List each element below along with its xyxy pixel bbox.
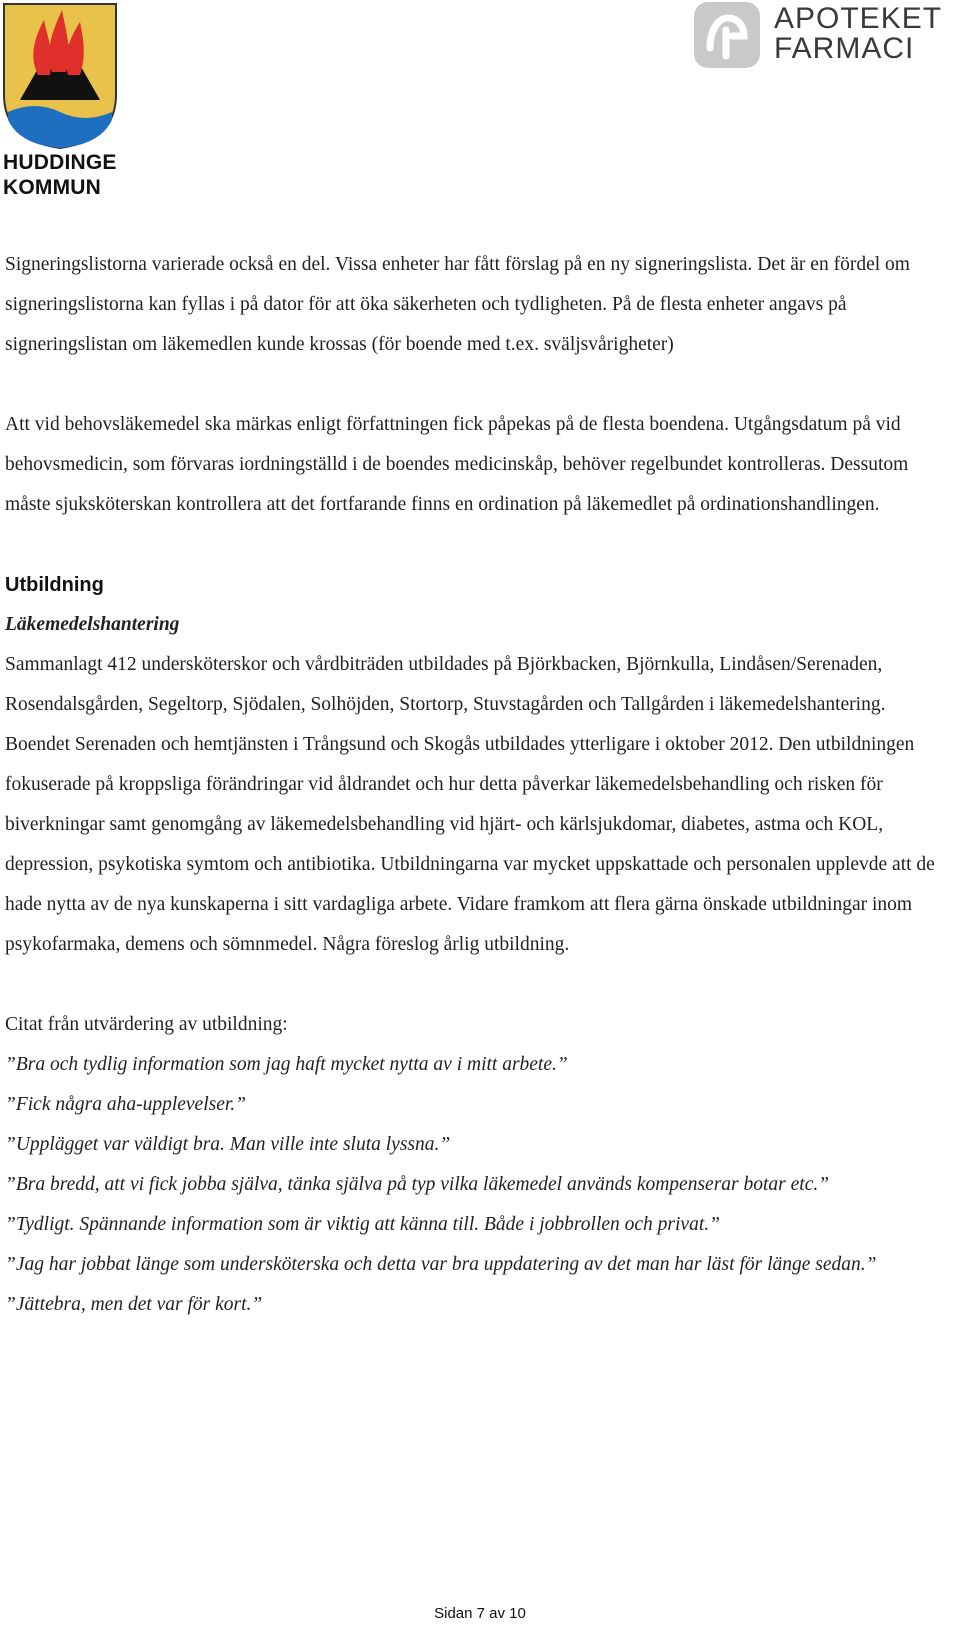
logo-text-line-2: KOMMUN — [3, 176, 102, 199]
section-heading: Utbildning — [5, 574, 104, 596]
paragraph: Signeringslistorna varierade också en del. Vissa enheter har fått förslag på en ny signeringslista. Det är en fördel om signeringslistorna kan fyllas i på dator för att öka säkerheten och tydligheten. På de flesta enheter angavs på signeringslistan om läkemedlen kunde krossas (för boende med t.ex. sväljsvårigheter) — [5, 254, 910, 355]
quote: ”Tydligt. Spännande information som är viktig att känna till. Både i jobbrollen och privat.” — [5, 1214, 720, 1235]
subheading: Läkemedelshantering — [5, 614, 180, 635]
document-body — [5, 245, 955, 1325]
quote: ”Bra bredd, att vi fick jobba själva, tänka själva på typ vilka läkemedel används kompenserar botar etc.” — [5, 1174, 830, 1195]
logo-text-line-1: HUDDINGE — [3, 151, 117, 174]
quotes-intro: Citat från utvärdering av utbildning: — [5, 1014, 288, 1035]
quote: ”Jag har jobbat länge som undersköterska och detta var bra uppdatering av det man har läst för länge sedan.” — [5, 1254, 877, 1275]
quote: ”Upplägget var väldigt bra. Man ville inte sluta lyssna.” — [5, 1134, 451, 1155]
logo-text-line-2: FARMACI — [774, 32, 915, 65]
quote: ”Jättebra, men det var för kort.” — [5, 1294, 263, 1315]
paragraph: Sammanlagt 412 undersköterskor och vårdbiträden utbildades på Björkbacken, Björnkulla, Lindåsen/Serenaden, Rosendalsgården, Segeltorp, Sjödalen, Solhöjden, Stortorp, Stuvstagården och Tallgården i läkemedelshantering. Boendet Serenaden och hemtjänsten i Trångsund och Skogås utbildades ytterligare i oktober 2012. Den utbildningen fokuserade på kroppsliga förändringar vid åldrandet och hur detta påverkar läkemedelsbehandling och risken för biverkningar samt genomgång av läkemedelsbehandling vid hjärt- och kärlsjukdomar, diabetes, astma och KOL, depression, psykotiska symtom och antibiotika. Utbildningarna var mycket uppskattade och personalen upplevde att de hade nytta av de nya kunskaperna i sitt vardagliga arbete. Vidare framkom att flera gärna önskade utbildningar inom psykofarmaka, demens och sömnmedel. Några föreslog årlig utbildning. — [5, 654, 935, 955]
apoteket-symbol-icon — [692, 0, 764, 72]
page-number: Sidan 7 av 10 — [434, 1605, 526, 1622]
apoteket-farmaci-logo — [692, 0, 960, 72]
huddinge-kommun-logo — [0, 0, 130, 200]
paragraph: Att vid behovsläkemedel ska märkas enligt författningen fick påpekas på de flesta boendena. Utgångsdatum på vid behovsmedicin, som förvaras iordningställd i de boendes medicinskåp, behöver regelbundet kontrolleras. Dessutom måste sjuksköterskan kontrollera att det fortfarande finns en ordination på läkemedlet på ordinationshandlingen. — [5, 414, 909, 515]
logo-text-line-1: APOTEKET — [774, 2, 943, 35]
municipal-coat-of-arms-icon — [0, 0, 120, 150]
quote: ”Fick några aha-upplevelser.” — [5, 1094, 247, 1115]
quote: ”Bra och tydlig information som jag haft mycket nytta av i mitt arbete.” — [5, 1054, 568, 1075]
